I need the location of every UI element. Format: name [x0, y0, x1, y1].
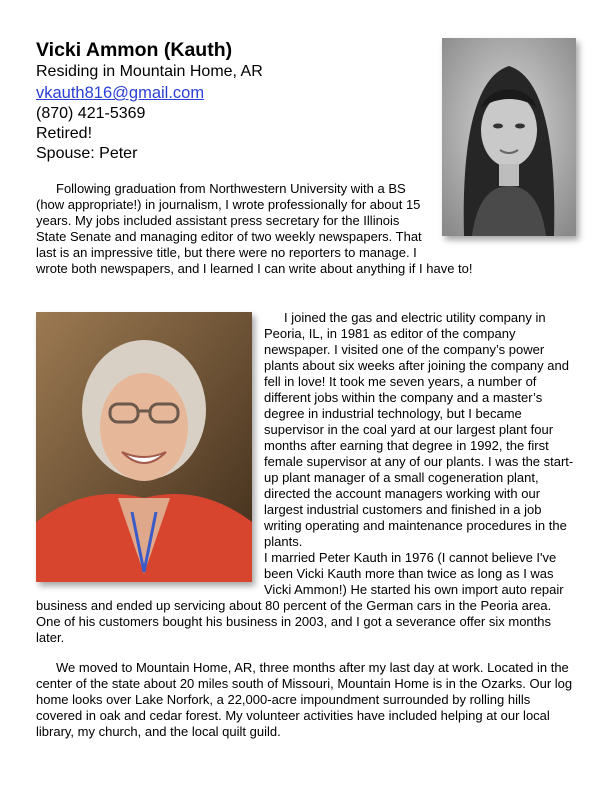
career-paragraph — [36, 310, 576, 646]
paragraph-education: Following graduation from Northwestern University with a BS (how appropriate!) in journalism, I wrote professionally for about 15 years. My jobs included assistant press secretary for the Illinois State Senate and managing editor of two weekly newspapers. That last is an impressive title, but there were no reporters to manage. I wrote both newspapers, and I learned I can write about anything if I have to! — [36, 181, 473, 276]
paragraph-career: I joined the gas and electric utility company in Peoria, IL, in 1981 as editor of the company newspaper. I visited one of the company’s power plants about six weeks after joining the company and fell in love! It took me seven years, a number of different jobs within the company and a master’s degree in industrial technology, but I became supervisor in the coal yard at our largest plant four months after earning that degree in 1992, the first female supervisor at any of our plants. I was the start-up plant manager of a small cogeneration plant, directed the account managers working with our largest industrial customers and finished in a job writing operating and maintenance procedures in the plants. — [264, 310, 574, 549]
person-name: Vicki Ammon (Kauth) — [36, 39, 233, 61]
education-paragraph — [36, 181, 576, 277]
profile-header — [36, 38, 416, 164]
spouse-line: Spouse: Peter — [36, 145, 138, 162]
retirement-paragraph — [36, 660, 576, 740]
residence-line: Residing in Mountain Home, AR — [36, 63, 263, 80]
paragraph-marriage: I married Peter Kauth in 1976 (I cannot believe I've been Vicki Kauth more than twice as long as I was Vicki Ammon!) He started his own import auto repair business and ended up servicing about 80 percent of the German cars in the Peoria area. One of his customers bought his business in 2003, and I got a severance offer six months later. — [36, 550, 564, 645]
paragraph-retirement: We moved to Mountain Home, AR, three months after my last day at work. Located in the center of the state about 20 miles south of Missouri, Mountain Home is in the Ozarks. Our log home looks over Lake Norfork, a 22,000-acre impoundment surrounded by rolling hills covered in oak and cedar forest. My volunteer activities have included helping at our local library, my church, and the local quilt guild. — [36, 660, 573, 739]
email-link[interactable]: vkauth816@gmail.com — [36, 84, 205, 102]
photo-spacer — [36, 310, 264, 588]
phone-number: (870) 421-5369 — [36, 105, 146, 122]
status-line: Retired! — [36, 125, 93, 142]
photo-spacer — [424, 181, 576, 261]
